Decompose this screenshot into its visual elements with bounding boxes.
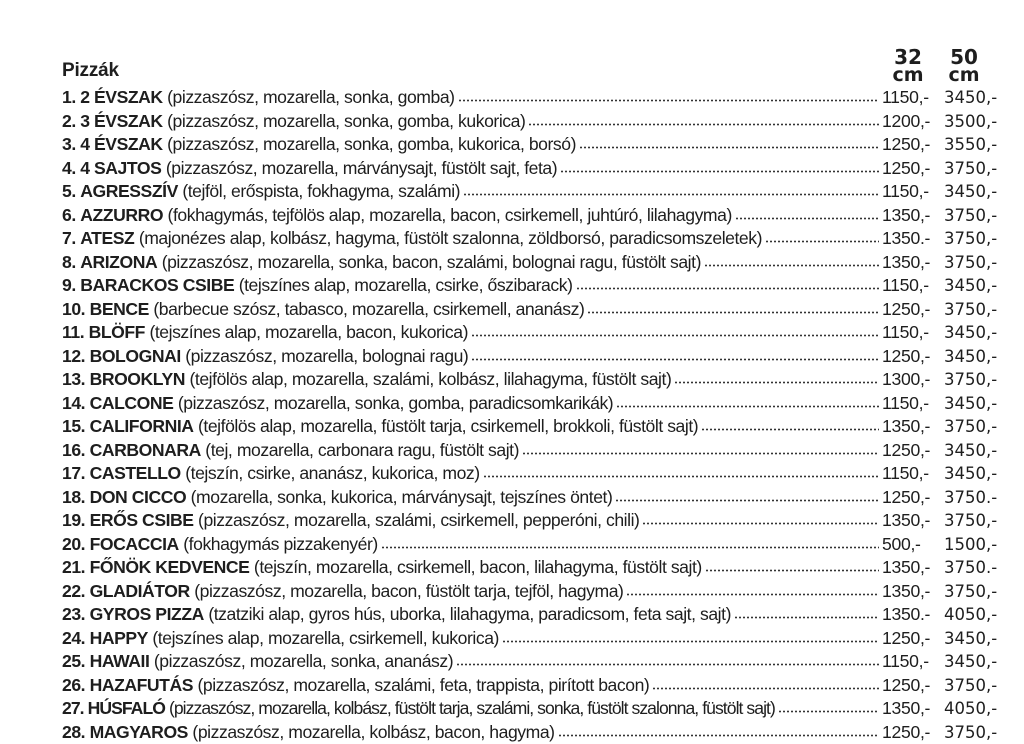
- menu-item-description: [62, 533, 378, 557]
- menu-item: [62, 415, 1002, 439]
- price-32cm: 1150,-: [882, 180, 944, 204]
- menu-item-ingredients: (pizzaszósz, mozarella, sonka, gomba, kukorica, borsó): [167, 134, 576, 154]
- menu-item-ingredients: (tejföl, erőspista, fokhagyma, szalámi): [182, 181, 460, 201]
- price-50cm: 3750,-: [944, 580, 1002, 604]
- price-50cm: 3450,-: [944, 462, 1002, 486]
- price-32cm: 1250,-: [882, 298, 944, 322]
- price-32cm: 1150,-: [882, 462, 944, 486]
- menu-item-description: [62, 697, 775, 721]
- dot-leader: [704, 254, 879, 268]
- menu-item-ingredients: (tzatziki alap, gyros hús, uborka, lilahagyma, paradicsom, feta sajt, sajt): [208, 604, 731, 624]
- price-50cm: 3750,-: [944, 415, 1002, 439]
- price-32cm: 1250,-: [882, 721, 944, 744]
- menu-item-ingredients: (majonézes alap, kolbász, hagyma, füstölt szalonna, zöldborsó, paradicsomszeletek): [139, 228, 762, 248]
- menu-item: [62, 180, 1002, 204]
- menu-item-description: [62, 486, 612, 510]
- menu-item-name: BROOKLYN: [90, 369, 185, 389]
- menu-item-name: ATESZ: [80, 228, 134, 248]
- menu-item: [62, 86, 1002, 110]
- price-50cm: 4050,-: [944, 697, 1002, 721]
- menu-item: [62, 345, 1002, 369]
- menu-item: [62, 556, 1002, 580]
- dot-leader: [576, 277, 880, 291]
- menu-item-ingredients: (pizzaszósz, mozarella, márványsajt, füstölt sajt, feta): [166, 158, 557, 178]
- dot-leader: [642, 512, 879, 526]
- menu-item-description: [62, 204, 732, 228]
- dot-leader: [579, 136, 879, 150]
- dot-leader: [458, 89, 879, 103]
- menu-item-number: 10.: [62, 299, 85, 319]
- price-50cm: 3750,-: [944, 204, 1002, 228]
- menu-item: [62, 227, 1002, 251]
- price-50cm: 3450,-: [944, 627, 1002, 651]
- menu-item: [62, 580, 1002, 604]
- dot-leader: [652, 677, 879, 691]
- menu-item-number: 14.: [62, 393, 85, 413]
- menu-item-ingredients: (tejszínes alap, mozarella, csirkemell, kukorica): [152, 628, 499, 648]
- price-32cm: 1350,-: [882, 697, 944, 721]
- price-32cm: 1350,-: [882, 580, 944, 604]
- menu-item-number: 11.: [62, 322, 84, 342]
- menu-item-number: 22.: [62, 581, 85, 601]
- menu-item-description: [62, 650, 453, 674]
- menu-item-ingredients: (pizzaszósz, mozarella, sonka, gomba, paradicsomkarikák): [178, 393, 613, 413]
- menu-item-name: ARIZONA: [80, 252, 157, 272]
- menu-item: [62, 321, 1002, 345]
- menu-item: [62, 368, 1002, 392]
- menu-item-ingredients: (pizzaszósz, mozarella, kolbász, bacon, hagyma): [192, 722, 554, 742]
- menu-item-ingredients: (tejfölös alap, mozarella, szalámi, kolbász, lilahagyma, füstölt sajt): [189, 369, 671, 389]
- menu-item: [62, 462, 1002, 486]
- menu-item-ingredients: (tejfölös alap, mozarella, füstölt tarja, csirkemell, brokkoli, füstölt sajt): [198, 416, 698, 436]
- dot-leader: [463, 183, 879, 197]
- menu-item-ingredients: (pizzaszósz, mozarella, sonka, gomba): [167, 87, 454, 107]
- menu-item-ingredients: (pizzaszósz, mozarella, sonka, bacon, szalámi, bolognai ragu, füstölt sajt): [162, 252, 701, 272]
- menu-item-number: 27.: [62, 698, 84, 718]
- price-50cm: 3750.-: [944, 556, 1002, 580]
- menu-item-ingredients: (pizzaszósz, mozarella, szalámi, feta, trappista, pirított bacon): [197, 675, 649, 695]
- menu-item-ingredients: (tejszínes alap, mozarella, csirke, őszibarack): [239, 275, 573, 295]
- menu-item-description: [62, 251, 701, 275]
- menu-item-ingredients: (pizzaszósz, mozarella, bolognai ragu): [185, 346, 468, 366]
- menu-item-name: MAGYAROS: [90, 722, 188, 742]
- menu-header: [62, 48, 1002, 88]
- menu-item: [62, 603, 1002, 627]
- menu-item-number: 4.: [62, 158, 76, 178]
- menu-item-ingredients: (tejszín, csirke, ananász, kukorica, moz): [185, 463, 479, 483]
- section-title: Pizzák: [62, 60, 119, 82]
- menu-item-number: 26.: [62, 675, 85, 695]
- menu-item-number: 24.: [62, 628, 85, 648]
- dot-leader: [765, 230, 879, 244]
- menu-item-description: [62, 674, 649, 698]
- price-50cm: 3750,-: [944, 674, 1002, 698]
- price-32cm: 1250,-: [882, 674, 944, 698]
- size-header-50: [936, 48, 992, 84]
- menu-item: [62, 274, 1002, 298]
- size-header-32: [880, 48, 936, 84]
- menu-item-ingredients: (tejszín, mozarella, csirkemell, bacon, lilahagyma, füstölt sajt): [254, 557, 702, 577]
- dot-leader: [734, 606, 879, 620]
- menu-item-name: CALCONE: [90, 393, 174, 413]
- menu-item-ingredients: (fokhagymás, tejfölös alap, mozarella, bacon, csirkemell, juhtúró, lilahagyma): [168, 205, 732, 225]
- price-50cm: 3500,-: [944, 110, 1002, 134]
- dot-leader: [502, 630, 879, 644]
- price-32cm: 1250,-: [882, 133, 944, 157]
- price-50cm: 3450,-: [944, 439, 1002, 463]
- menu-item-number: 20.: [62, 534, 85, 554]
- size-number: 50: [936, 48, 992, 66]
- dot-leader: [456, 653, 879, 667]
- menu-item: [62, 110, 1002, 134]
- price-50cm: 3750,-: [944, 157, 1002, 181]
- menu-item-number: 25.: [62, 651, 85, 671]
- menu-item-name: HAPPY: [90, 628, 148, 648]
- price-32cm: 1150,-: [882, 392, 944, 416]
- dot-leader: [674, 371, 879, 385]
- menu-item-description: [62, 509, 639, 533]
- dot-leader: [735, 207, 879, 221]
- menu-item-number: 6.: [62, 205, 76, 225]
- menu-item-description: [62, 627, 499, 651]
- menu-item-number: 16.: [62, 440, 85, 460]
- price-32cm: 1350,-: [882, 251, 944, 275]
- menu-item-description: [62, 392, 613, 416]
- menu-item-number: 1.: [62, 87, 76, 107]
- menu-item-ingredients: (pizzaszósz, mozarella, bacon, füstölt tarja, tejföl, hagyma): [194, 581, 623, 601]
- menu-item-name: CALIFORNIA: [90, 416, 194, 436]
- menu-item: [62, 439, 1002, 463]
- price-50cm: 3750,-: [944, 298, 1002, 322]
- price-50cm: 3750,-: [944, 251, 1002, 275]
- price-50cm: 3450,-: [944, 321, 1002, 345]
- menu-item-number: 23.: [62, 604, 85, 624]
- menu-item-name: 4 SAJTOS: [80, 158, 161, 178]
- menu-item-name: 3 ÉVSZAK: [80, 111, 162, 131]
- menu-item-ingredients: (pizzaszósz, mozarella, sonka, ananász): [154, 651, 453, 671]
- menu-item-name: 2 ÉVSZAK: [80, 87, 162, 107]
- dot-leader: [381, 536, 879, 550]
- price-32cm: 1250,-: [882, 627, 944, 651]
- menu-item-number: 2.: [62, 111, 76, 131]
- menu-item: [62, 298, 1002, 322]
- menu-item-ingredients: (tejszínes alap, mozarella, bacon, kukorica): [149, 322, 468, 342]
- menu-item: [62, 509, 1002, 533]
- menu-item-name: 4 ÉVSZAK: [80, 134, 162, 154]
- price-32cm: 500,-: [882, 533, 944, 557]
- price-32cm: 1250,-: [882, 157, 944, 181]
- price-32cm: 1250,-: [882, 486, 944, 510]
- menu-item-description: [62, 133, 576, 157]
- price-32cm: 1150,-: [882, 650, 944, 674]
- price-32cm: 1350,-: [882, 509, 944, 533]
- menu-item: [62, 721, 1002, 744]
- menu-item-description: [62, 415, 698, 439]
- dot-leader: [615, 489, 879, 503]
- price-50cm: 3750,-: [944, 368, 1002, 392]
- pizza-list: [62, 86, 1002, 744]
- price-50cm: 3450,-: [944, 392, 1002, 416]
- price-32cm: 1150,-: [882, 321, 944, 345]
- menu-item: [62, 674, 1002, 698]
- dot-leader: [471, 348, 879, 362]
- menu-item: [62, 650, 1002, 674]
- menu-item-description: [62, 556, 702, 580]
- menu-item-name: BENCE: [90, 299, 149, 319]
- menu-item-description: [62, 603, 731, 627]
- menu-item: [62, 627, 1002, 651]
- price-50cm: 3550,-: [944, 133, 1002, 157]
- menu-item-ingredients: (pizzaszósz, mozarella, szalámi, csirkemell, pepperóni, chili): [198, 510, 639, 530]
- menu-item-number: 7.: [62, 228, 76, 248]
- price-50cm: 3750,-: [944, 721, 1002, 744]
- dot-leader: [705, 559, 879, 573]
- price-32cm: 1250,-: [882, 439, 944, 463]
- price-50cm: 3450,-: [944, 86, 1002, 110]
- menu-item-description: [62, 345, 468, 369]
- menu-item-name: ERŐS CSIBE: [90, 510, 194, 530]
- menu-item-name: GLADIÁTOR: [90, 581, 190, 601]
- menu-item-description: [62, 86, 455, 110]
- menu-item-description: [62, 227, 762, 251]
- size-number: 32: [880, 48, 936, 66]
- price-32cm: 1350.-: [882, 603, 944, 627]
- menu-item: [62, 251, 1002, 275]
- dot-leader: [528, 113, 879, 127]
- menu-item-ingredients: (fokhagymás pizzakenyér): [183, 534, 378, 554]
- menu-item-name: AGRESSZÍV: [80, 181, 178, 201]
- dot-leader: [616, 395, 879, 409]
- price-32cm: 1350.-: [882, 227, 944, 251]
- menu-item-description: [62, 439, 519, 463]
- menu-item-number: 15.: [62, 416, 85, 436]
- menu-item-description: [62, 368, 671, 392]
- menu-item-name: HAZAFUTÁS: [90, 675, 193, 695]
- menu-item-number: 21.: [62, 557, 85, 577]
- menu-item-description: [62, 298, 584, 322]
- dot-leader: [701, 418, 879, 432]
- menu-item-description: [62, 157, 557, 181]
- menu-item-number: 3.: [62, 134, 76, 154]
- size-unit: cm: [936, 66, 992, 84]
- price-50cm: 4050,-: [944, 603, 1002, 627]
- price-50cm: 3450,-: [944, 274, 1002, 298]
- dot-leader: [522, 442, 879, 456]
- price-32cm: 1150,-: [882, 86, 944, 110]
- menu-item-ingredients: (pizzaszósz, mozarella, sonka, gomba, kukorica): [167, 111, 525, 131]
- menu-item-description: [62, 274, 573, 298]
- price-50cm: 3450,-: [944, 345, 1002, 369]
- menu-item-name: BLÖFF: [89, 322, 145, 342]
- menu-item-name: AZZURRO: [80, 205, 163, 225]
- dot-leader: [626, 583, 879, 597]
- menu-item-name: GYROS PIZZA: [90, 604, 204, 624]
- menu-item-ingredients: (barbecue szósz, tabasco, mozarella, csirkemell, ananász): [153, 299, 584, 319]
- menu-item-description: [62, 110, 525, 134]
- menu-item-number: 12.: [62, 346, 85, 366]
- price-32cm: 1150,-: [882, 274, 944, 298]
- menu-item-number: 18.: [62, 487, 85, 507]
- price-32cm: 1350,-: [882, 204, 944, 228]
- menu-item: [62, 392, 1002, 416]
- menu-item-description: [62, 180, 460, 204]
- menu-item-description: [62, 721, 555, 744]
- menu-item: [62, 486, 1002, 510]
- menu-item-description: [62, 321, 468, 345]
- menu-item-name: BARACKOS CSIBE: [80, 275, 234, 295]
- menu-item: [62, 157, 1002, 181]
- dot-leader: [558, 724, 879, 738]
- menu-item-number: 28.: [62, 722, 85, 742]
- dot-leader: [560, 160, 879, 174]
- price-50cm: 3750.-: [944, 486, 1002, 510]
- menu-item-number: 19.: [62, 510, 85, 530]
- menu-item-number: 13.: [62, 369, 85, 389]
- price-50cm: 1500,-: [944, 533, 1002, 557]
- menu-item-name: FŐNÖK KEDVENCE: [90, 557, 250, 577]
- menu-item-name: CARBONARA: [90, 440, 201, 460]
- menu-item: [62, 204, 1002, 228]
- dot-leader: [471, 324, 879, 338]
- menu-item-description: [62, 462, 480, 486]
- menu-item: [62, 133, 1002, 157]
- price-32cm: 1350,-: [882, 415, 944, 439]
- price-32cm: 1250,-: [882, 345, 944, 369]
- menu-item-name: FOCACCIA: [90, 534, 179, 554]
- menu-item-description: [62, 580, 623, 604]
- menu-item-number: 8.: [62, 252, 76, 272]
- price-32cm: 1200,-: [882, 110, 944, 134]
- size-unit: cm: [880, 66, 936, 84]
- price-32cm: 1350,-: [882, 556, 944, 580]
- menu-item-ingredients: (mozarella, sonka, kukorica, márványsajt, tejszínes öntet): [191, 487, 613, 507]
- price-32cm: 1300,-: [882, 368, 944, 392]
- dot-leader: [778, 700, 879, 714]
- menu-item-name: BOLOGNAI: [90, 346, 181, 366]
- price-50cm: 3450,-: [944, 180, 1002, 204]
- dot-leader: [587, 301, 879, 315]
- menu-item-name: HÚSFALÓ: [88, 698, 165, 718]
- price-50cm: 3750,-: [944, 509, 1002, 533]
- menu-item: [62, 697, 1002, 721]
- menu-item-name: HAWAII: [90, 651, 150, 671]
- menu-item-ingredients: (pizzaszósz, mozarella, kolbász, füstölt tarja, szalámi, sonka, füstölt szalonna, füstölt sajt): [169, 698, 775, 718]
- price-50cm: 3450,-: [944, 650, 1002, 674]
- price-50cm: 3750,-: [944, 227, 1002, 251]
- menu-item-name: CASTELLO: [90, 463, 181, 483]
- menu-item-number: 9.: [62, 275, 76, 295]
- menu-item-number: 17.: [62, 463, 85, 483]
- menu-item-ingredients: (tej, mozarella, carbonara ragu, füstölt sajt): [205, 440, 519, 460]
- dot-leader: [483, 465, 879, 479]
- menu-item-number: 5.: [62, 181, 76, 201]
- menu-item: [62, 533, 1002, 557]
- menu-item-name: DON CICCO: [90, 487, 187, 507]
